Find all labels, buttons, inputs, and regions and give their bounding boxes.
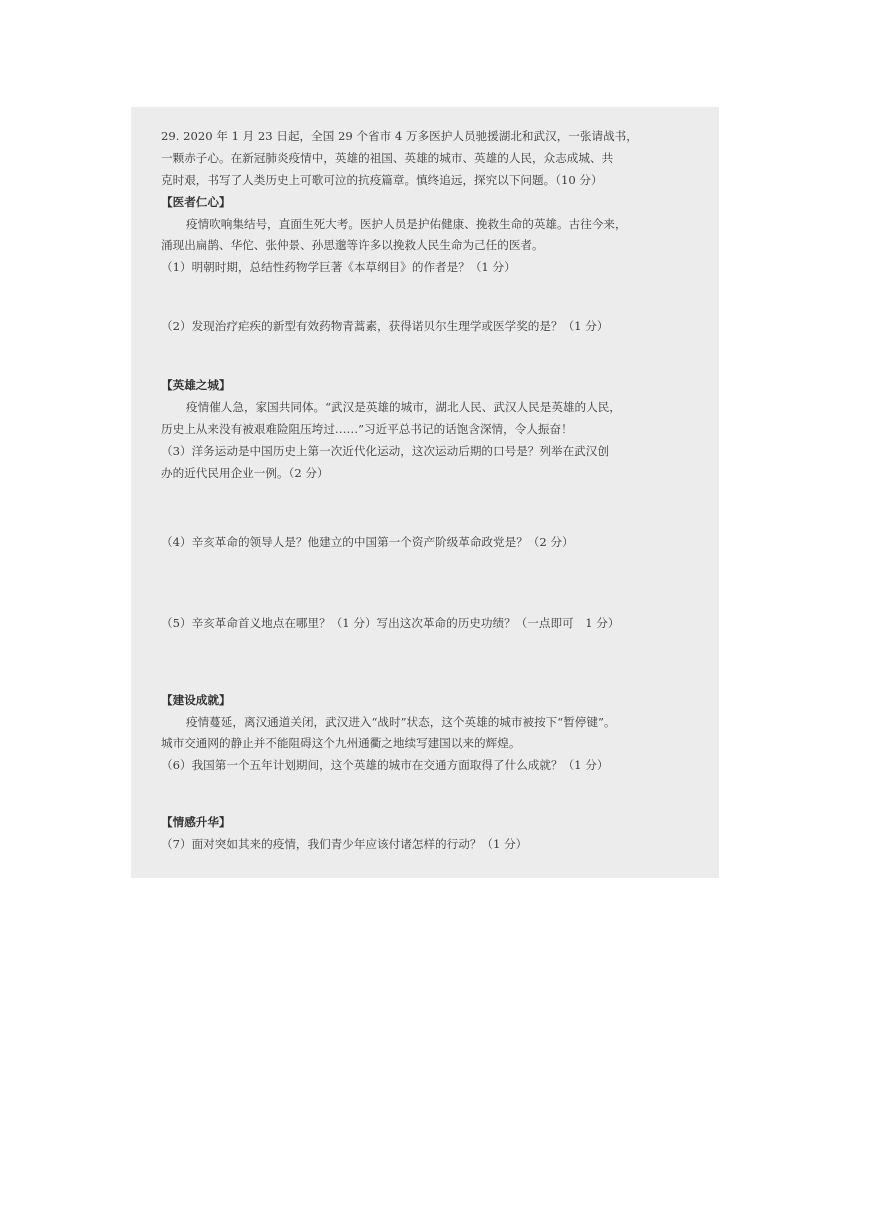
section1-paragraph-line-1: 疫情吹响集结号，直面生死大考。医护人员是护佑健康、挽救生命的英雄。古往今来，	[186, 217, 627, 231]
section-heading-construction: 【建设成就】	[161, 693, 231, 707]
section2-paragraph-line-1: 疫情催人急，家国共同体。“武汉是英雄的城市，湖北人民、武汉人民是英雄的人民，	[186, 400, 621, 414]
question-1: （1）明朝时期，总结性药物学巨著《本草纲目》的作者是？（1 分）	[161, 260, 516, 274]
section-heading-hero-city: 【英雄之城】	[161, 378, 231, 392]
question-7: （7）面对突如其来的疫情，我们青少年应该付诸怎样的行动？（1 分）	[161, 837, 528, 851]
section1-paragraph-line-2: 涌现出扁鹊、华佗、张仲景、孙思邈等许多以挽救人民生命为己任的医者。	[161, 238, 544, 252]
question-5: （5）辛亥革命首义地点在哪里？（1 分）写出这次革命的历史功绩？（一点即可 1 分）	[161, 616, 620, 630]
section3-paragraph-line-1: 疫情蔓延，离汉通道关闭，武汉进入“战时”状态，这个英雄的城市被按下“暂停键”。	[186, 715, 616, 729]
intro-line-2: 一颗赤子心。在新冠肺炎疫情中，英雄的祖国、英雄的城市、英雄的人民，众志成城、共	[161, 151, 614, 165]
question-4: （4）辛亥革命的领导人是？他建立的中国第一个资产阶级革命政党是？（2 分）	[161, 535, 574, 549]
question-2: （2）发现治疗疟疾的新型有效药物青蒿素，获得诺贝尔生理学或医学奖的是？（1 分）	[161, 319, 609, 333]
section3-paragraph-line-2: 城市交通网的静止并不能阻碍这个九州通衢之地续写建国以来的辉煌。	[161, 736, 521, 750]
section-heading-doctors: 【医者仁心】	[161, 195, 231, 209]
intro-line-3: 克时艰，书写了人类历史上可歌可泣的抗疫篇章。慎终追远，探究以下问题。（10 分）	[161, 173, 603, 187]
question-6: （6）我国第一个五年计划期间，这个英雄的城市在交通方面取得了什么成就？（1 分）	[161, 758, 609, 772]
question-3-line-2: 办的近代民用企业一例。（2 分）	[161, 466, 329, 480]
section2-paragraph-line-2: 历史上从来没有被艰难险阻压垮过……”习近平总书记的话饱含深情，令人振奋！	[161, 422, 573, 436]
section-heading-emotion: 【情感升华】	[161, 815, 231, 829]
intro-line-1: 29. 2020 年 1 月 23 日起，全国 29 个省市 4 万多医护人员驰援湖北和武汉，一张请战书，	[161, 129, 638, 143]
scanned-exam-page	[131, 107, 719, 878]
question-3-line-1: （3）洋务运动是中国历史上第一次近代化运动，这次运动后期的口号是？列举在武汉创	[161, 444, 609, 458]
